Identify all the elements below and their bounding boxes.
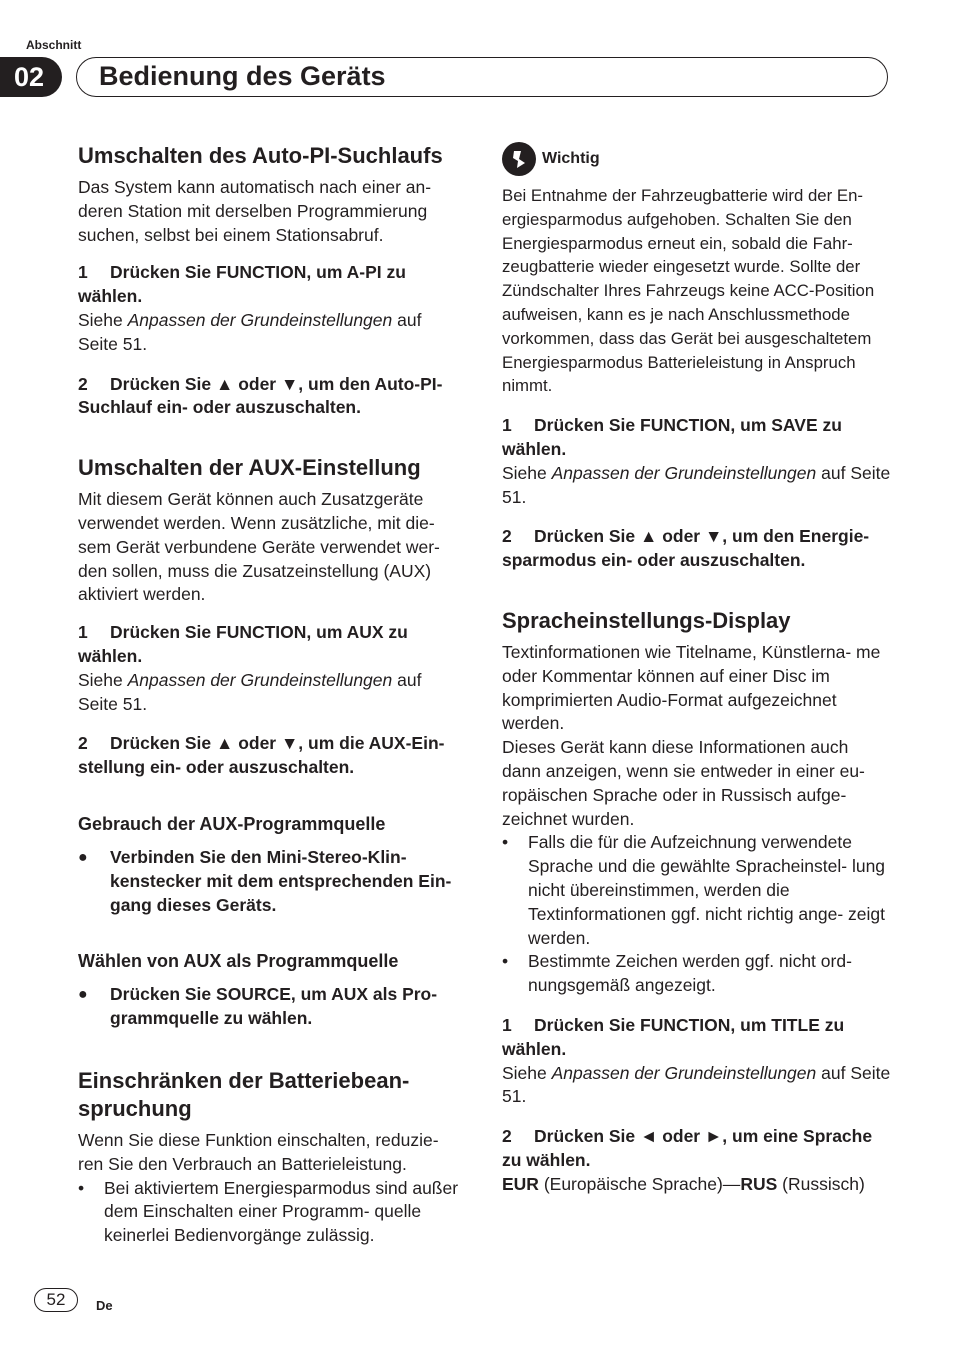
step-1 (502, 414, 892, 462)
step-1 (78, 261, 462, 309)
bullet-item (78, 846, 462, 917)
step-1 (502, 1014, 892, 1062)
step-2 (78, 373, 462, 421)
bullet-text: Falls die für die Aufzeichnung verwendete Sprache und die gewählte Spracheinstel- lung nicht übereinstimmen, werden die Textinformationen ggf. nicht richtig ange- zeigt werden. (528, 832, 886, 948)
ref-prefix: Siehe (78, 669, 128, 690)
step-text: Drücken Sie FUNCTION, um TITLE zu wählen. (502, 1014, 845, 1059)
bullet-item (502, 831, 892, 950)
step-number: 2 (502, 1126, 512, 1147)
option-eur-desc: (Europäische Sprache)— (538, 1173, 741, 1194)
step-number: 2 (78, 373, 88, 394)
ref-link-text: Anpassen der Grundeinstellungen (551, 462, 817, 483)
ref-link-text: Anpassen der Grundeinstellungen (551, 1062, 817, 1083)
option-rus: RUS (740, 1173, 778, 1194)
subheading-aux-source: Gebrauch der AUX-Programmquelle (78, 813, 386, 834)
step-text: Drücken Sie ▲ oder ▼, um den Energie- sparmodus ein- oder auszuschalten. (502, 526, 870, 571)
bullet-text: Bei aktiviertem Energiesparmodus sind außer dem Einschalten einer Programm- quelle keinerlei Bedienvorgänge zulässig. (104, 1177, 459, 1246)
step-2 (78, 732, 462, 780)
paragraph: Textinformationen wie Titelname, Künstlerna- me oder Kommentar können auf einer Disc im komprimierten Audio-Format aufgezeichnet werden. (502, 641, 881, 734)
bullet-text: Bestimmte Zeichen werden ggf. nicht ord- nungsgemäß angezeigt. (528, 951, 852, 996)
step-number: 1 (78, 262, 88, 283)
section-heading-aux: Umschalten der AUX-Einstellung (78, 455, 421, 481)
bullet-dot-icon: ● (78, 986, 88, 1004)
section-heading-battery: Einschränken der Batteriebean- spruchung (78, 1067, 410, 1121)
ref-suffix: auf Seite 51. (502, 462, 891, 507)
ref-prefix: Siehe (78, 309, 128, 330)
bullet-text: Verbinden Sie den Mini-Stereo-Klin- kenstecker mit dem entsprechenden Ein- gang dieses Geräts. (110, 846, 452, 915)
step-text: Drücken Sie FUNCTION, um A-PI zu wählen. (78, 262, 406, 307)
step-1 (78, 621, 462, 669)
ref-suffix: auf Seite 51. (78, 309, 422, 354)
page-number: 52 (34, 1288, 78, 1312)
important-label: Wichtig (542, 150, 600, 167)
reference-note (78, 669, 462, 717)
step-number: 1 (502, 415, 512, 436)
section-label: Abschnitt (26, 38, 82, 52)
step-2 (502, 1125, 892, 1173)
ref-link-text: Anpassen der Grundeinstellungen (127, 669, 393, 690)
step-number: 1 (502, 1014, 512, 1035)
step-text: Drücken Sie FUNCTION, um AUX zu wählen. (78, 622, 408, 666)
bullet-icon: • (502, 951, 509, 972)
language-options (502, 1173, 892, 1197)
step-text: Drücken Sie ▲ oder ▼, um die AUX-Ein- stellung ein- oder auszuschalten. (78, 733, 445, 778)
step-number: 2 (502, 526, 512, 547)
step-text: Drücken Sie FUNCTION, um SAVE zu wählen. (502, 415, 842, 459)
bullet-dot-icon: ● (78, 848, 88, 866)
ref-prefix: Siehe (502, 462, 552, 483)
right-column (502, 142, 892, 1196)
bullet-icon: • (502, 832, 509, 853)
chapter-title: Bedienung des Geräts (76, 57, 888, 97)
important-note-header (502, 142, 892, 176)
step-number: 2 (78, 733, 88, 754)
bullet-item (78, 1177, 462, 1248)
step-text: Drücken Sie ◄ oder ►, um eine Sprache zu wählen. (502, 1126, 873, 1170)
reference-note (78, 309, 462, 357)
section-heading-auto-pi: Umschalten des Auto-PI-Suchlaufs (78, 143, 443, 168)
bullet-item (502, 950, 892, 998)
step-number: 1 (78, 622, 88, 643)
option-rus-desc: (Russisch) (777, 1173, 865, 1194)
paragraph: Wenn Sie diese Funktion einschalten, reduzie- ren Sie den Verbrauch an Batterieleistung. (78, 1129, 439, 1174)
step-text: Drücken Sie ▲ oder ▼, um den Auto-PI- Suchlauf ein- oder auszuschalten. (78, 373, 443, 418)
paragraph: Das System kann automatisch nach einer an- deren Station mit derselben Programmierung suchen, selbst bei einem Stationsabruf. (78, 177, 432, 245)
reference-note (502, 1062, 892, 1110)
chapter-number: 02 (0, 57, 62, 97)
important-note-text: Bei Entnahme der Fahrzeugbatterie wird der En- ergiesparmodus aufgehoben. Schalten Sie den Energiesparmodus erneut ein, sobald die Fahr- zeugbatterie wieder eingesetzt wurde. Sollte der Zündschalter Ihres Fahrzeugs keine ACC-Position aufweisen, kann es je nach Anschlussmethode vorkommen, dass das Gerät bei ausgeschaltetem Energiesparmodus Batterieleistung in Anspruch nimmt. (502, 186, 875, 396)
paragraph: Dieses Gerät kann diese Informationen auch dann anzeigen, wenn sie entweder in einer eu- ropäischen Sprache oder in Russisch aufge- zeichnet wurden. (502, 737, 865, 829)
paragraph: Mit diesem Gerät können auch Zusatzgeräte verwendet werden. Wenn zusätzliche, mit die- sem Gerät verbundene Geräte verwendet wer- den sollen, muss die Zusatzeinstellung (AUX) aktiviert werden. (78, 489, 440, 605)
important-icon (502, 142, 536, 176)
language-code: De (96, 1298, 113, 1313)
left-column (78, 142, 462, 1248)
bullet-text: Drücken Sie SOURCE, um AUX als Pro- grammquelle zu wählen. (110, 984, 438, 1029)
reference-note (502, 462, 892, 510)
option-eur: EUR (502, 1173, 539, 1194)
subheading-select-aux: Wählen von AUX als Programmquelle (78, 951, 399, 972)
bullet-item (78, 983, 462, 1031)
ref-suffix: auf Seite 51. (78, 669, 422, 714)
bullet-icon: • (78, 1177, 85, 1198)
step-2 (502, 525, 892, 573)
section-heading-language: Spracheinstellungs-Display (502, 607, 791, 633)
ref-link-text: Anpassen der Grundeinstellungen (127, 309, 393, 330)
ref-prefix: Siehe (502, 1062, 552, 1083)
ref-suffix: auf Seite 51. (502, 1062, 891, 1107)
